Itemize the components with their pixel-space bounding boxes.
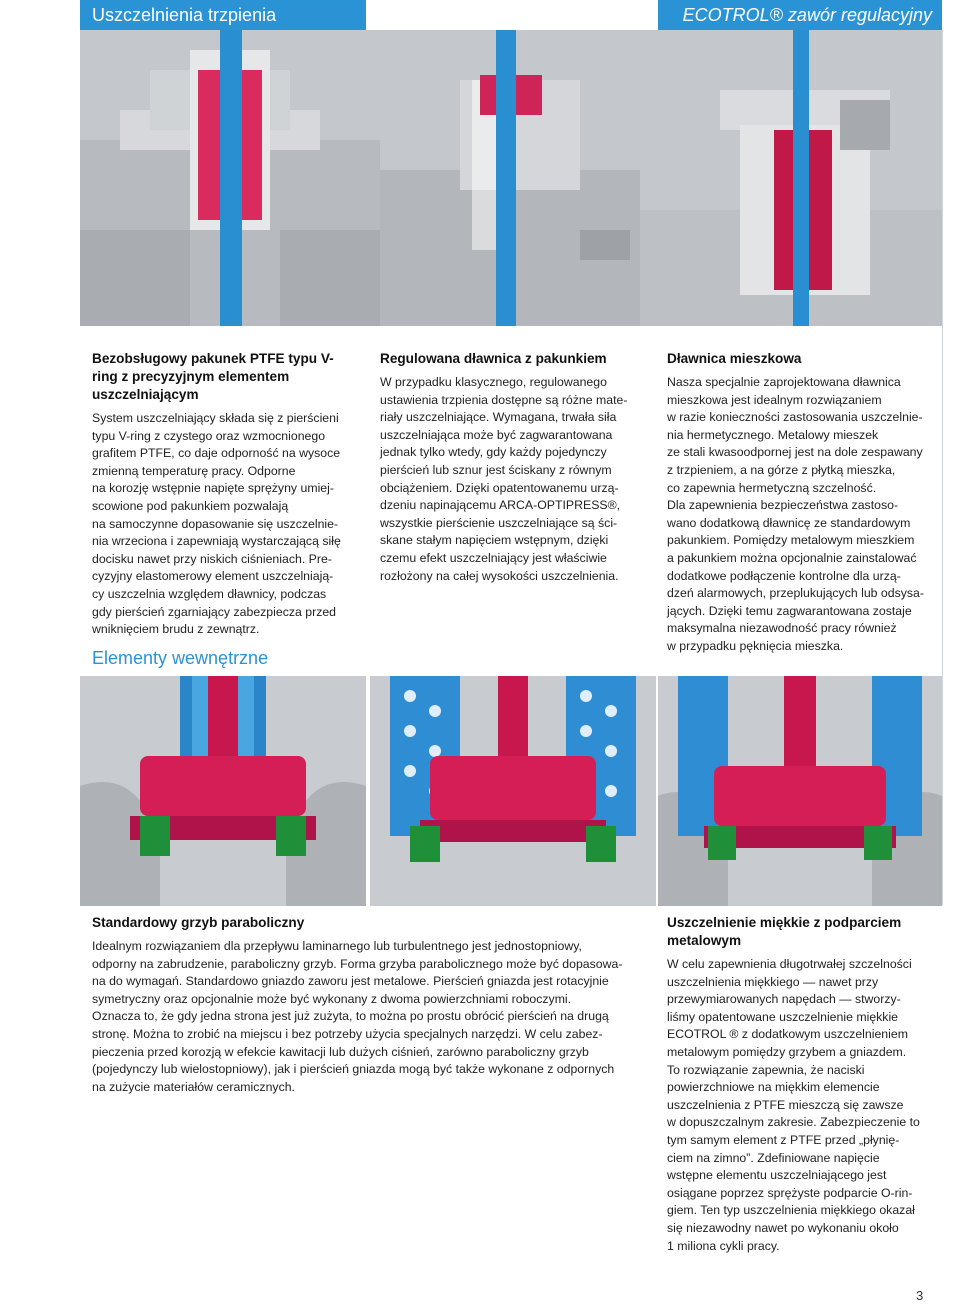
- section-bellows-gland: [667, 350, 939, 656]
- header-right-bar: [658, 0, 942, 30]
- section-body: W przypadku klasycznego, regulowanego ustawienia trzpienia dostępne są różne mate- riały uszczelniające. Wymagana, trwała siła uszczelniająca może być zagwarantowana jednak tylko wtedy, gdy każdy pojedynczy pierścień lub sznur jest ściskany z równym obciążeniem. Dzięki opatentowanemu urzą- dzeniu napinającemu ARCA-OPTIPRESS®, wszystkie pierścienie uszczelniające są ści- skane stałym napięciem wstępnym, dzięki czemu efekt uszczelniający jest właściwie rozłożony na całej wysokości uszczelnienia.: [380, 375, 628, 583]
- section-parabolic-plug: [92, 914, 640, 1096]
- stem-seal-illustrations: [80, 30, 942, 326]
- section-body: System uszczelniający składa się z pierścieni typu V-ring z czystego oraz wzmocnionego grafitem PTFE, co daje odporność na wysoce zmienną temperaturę pracy. Odporne na korozję wstępnie napięte sprężyny umiej- scowione pod pakunkiem pozwalają na samoczynne dopasowanie się uszczelnie- nia wrzeciona i zapewniają wystarczającą siłę docisku nawet przy niskich ciśnieniach. Pre- cyzyjny elastomerowy element uszczelniają- cy uszczelnia względem dławnicy, podczas gdy pierścień zgarniający zabezpiecza przed wniknięciem brudu z zewnątrz.: [92, 411, 341, 637]
- right-margin-rule: [942, 30, 943, 905]
- section-heading: Standardowy grzyb paraboliczny: [92, 915, 305, 930]
- section-heading: Uszczelnienie miękkie z podparciem metalowym: [667, 915, 902, 948]
- section-heading: Regulowana dławnica z pakunkiem: [380, 351, 607, 366]
- section-ptfe-vring: [92, 350, 358, 639]
- section-soft-seal: [667, 914, 939, 1255]
- section-heading: Dławnica mieszkowa: [667, 351, 802, 366]
- perforated-cage-illustration: [370, 676, 656, 906]
- section-body: Idealnym rozwiązaniem dla przepływu laminarnego lub turbulentnego jest jednostopniowy, odporny na zabrudzenie, paraboliczny grzyb. Forma grzyba parabolicznego może być dopasowa- na do wymagań. Standardowo gniazdo zaworu jest metalowe. Pierścień gniazda jest rotacyjnie symetryczny oraz opcjonalnie może być wykonany z dwoma powierzchniami roboczymi. Oznacza to, że gdy jedna strona jest już zużyta, to można po prostu obrócić pierścień na drugą stronę. Można to zrobić na miejscu i bez potrzeby użycia specjalnych narzędzi. W celu zabez- pieczenia przed korozją w efekcie kawitacji lub dużych ciśnień, zarówno paraboliczny grzyb (pojedynczy lub wielostopniowy), jak i pierścień gniazda mogą być także wykonane z odpornych na zużycie materiałów ceramicznych.: [92, 939, 623, 1094]
- section-title: Uszczelnienia trzpienia: [92, 5, 277, 25]
- parabolic-plug-illustration: [80, 676, 366, 906]
- section-heading: Bezobsługowy pakunek PTFE typu V-ring z precyzyjnym elementem uszczelniającym: [92, 351, 334, 402]
- header-left-bar: [80, 0, 366, 30]
- section-adjustable-gland: [380, 350, 642, 585]
- product-title: ECOTROL® zawór regulacyjny: [682, 5, 932, 25]
- section-body: Nasza specjalnie zaprojektowana dławnica mieszkowa jest idealnym rozwiązaniem w razie konieczności zastosowania uszczelnie- nia hermetycznego. Metalowy mieszek ze stali kwasoodpornej jest na dole zespawany z trzpieniem, a na górze z płytką mieszka, co zapewnia hermetyczną szczelność. Dla zapewnienia bezpieczeństwa zastoso- wano dodatkową dławnicę ze standardowym pakunkiem. Pomiędzy metalowym mieszkiem a pakunkiem można opcjonalnie zainstalować dodatkowe podłączenie kontrolne dla urzą- dzeń alarmowych, przeplukujących lub odsysa- jących. Dzięki temu zagwarantowana zostaje maksymalna niezawodność pracy również w przypadku pęknięcia mieszka.: [667, 375, 924, 653]
- page-number: 3: [916, 1288, 924, 1303]
- internals-title: Elementy wewnętrzne: [92, 648, 269, 668]
- soft-seal-illustration: [658, 676, 942, 906]
- section-body: W celu zapewnienia długotrwałej szczelności uszczelnienia miękkiego — nawet przy przewymiarowanych napędach — stworzy- liśmy opatentowane uszczelnienie miękkie ECOTROL ® z dodatkowym uszczelnieniem metalowym pomiędzy grzybem a gniazdem. To rozwiązanie zapewnia, że naciski powierzchniowe na miękkim elemencie uszczelnienia z PTFE mieszczą się zawsze w dopuszczalnym zakresie. Zabezpieczenie to tym samym element z PTFE przed „płynię- ciem na zimno”. Zdefiniowane napięcie wstępne elementu uszczelniającego jest osiągane poprzez sprężyste podparcie O-rin- giem. Ten typ uszczelnienia miękkiego okazał się niezawodny nawet po wykonaniu około 1 miliona cykli pracy.: [667, 957, 920, 1253]
